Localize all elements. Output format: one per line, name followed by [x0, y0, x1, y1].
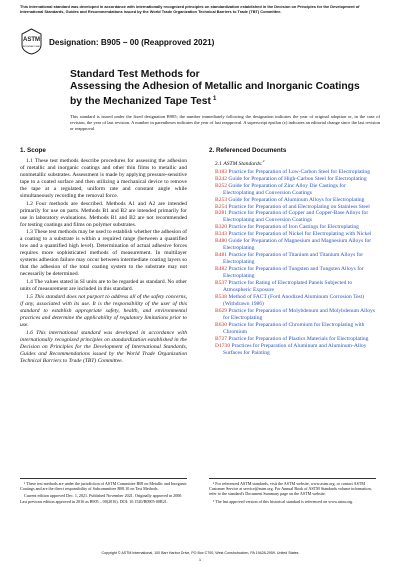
issued-note: This standard is issued under the fixed designation B905; the number immediately following the designation indicates the year of original adoption or, in the case of revision, the year of last revision. A number in parentheses indicates the year of last reapproval. A superscript epsilon (ε) indicates an editorial change since the last revision or reapproval. [70, 114, 380, 131]
title-line-2: Assessing the Adhesion of Metallic and Inorganic Coatings [70, 81, 360, 92]
scope-heading: 1. Scope [20, 147, 46, 154]
reference-title-link[interactable]: Practice for Preparation of Titanium and Titanium Alloys for Electroplating [223, 252, 364, 266]
reference-title-link[interactable]: Guide for Preparation of High-Carbon Steel for Electroplating [228, 175, 367, 182]
scope-para-1-4: 1.4 The values stated in SI units are to be regarded as standard. No other units of measurement are included in this standard. [20, 279, 187, 293]
reference-code-link[interactable]: B242 [215, 175, 228, 182]
reference-code-link[interactable]: B482 [215, 266, 228, 273]
reference-item [215, 238, 376, 252]
scope-para-1-1: 1.1 These test methods describe procedures for assessing the adhesion of metallic and inorganic coatings and other thin films to metallic and nonmetallic substrates. Assessment is made by applying pressure-sensitive tape to a coated surface and then utilizing a mechanical device to remove the tape at a regulated, uniform rate and constant angle while simultaneously recording the removal force. [20, 157, 187, 199]
reference-code-link[interactable]: B253 [215, 196, 228, 203]
reference-item [215, 294, 376, 308]
reference-title-link[interactable]: Practice for Rating of Electroplated Panels Subjected to Atmospheric Exposure [223, 280, 353, 293]
reference-item [215, 266, 376, 280]
title-line-3: by the Mechanized Tape Test [70, 96, 211, 107]
references-intro [215, 158, 376, 168]
scope-para-1-2: 1.2 Four methods are described. Methods A1 and A2 are intended primarily for use on parts. Methods B1 and B2 are intended primarily for use in laboratory evaluations. Methods B1 and B2 are not recommended for testing coatings and films on polymer substrates. [20, 200, 187, 228]
reference-code-link[interactable]: B629 [215, 307, 228, 314]
footnote-1-edition: Current edition approved Dec. 1, 2021. Published November 2021. Originally approved in 2000. Last previous edition approved in 2016 as B905 – 00(2016). DOI: 10.1520/B0905-00R21. [20, 493, 183, 504]
footnote-3: ³ The last approved version of this historical standard is referenced on www.astm.org. [213, 498, 354, 504]
references-intro-num: 2.1 [215, 160, 222, 167]
copyright: Copyright © ASTM International, 100 Barr Harbor Drive, PO Box C700, West Conshohocken, PA 19428-2959. United States [101, 551, 299, 555]
reference-title-link[interactable]: Practice for Preparation of Nickel for Electroplating with Nickel [228, 231, 372, 238]
designation: Designation: B905 − 00 (Reapproved 2021) [49, 38, 215, 47]
reference-code-link[interactable]: B320 [215, 224, 228, 231]
reference-code-link[interactable]: B538 [215, 293, 228, 300]
astm-logo [20, 28, 43, 55]
reference-item [215, 322, 376, 336]
reference-item [215, 336, 376, 343]
reference-item [215, 169, 376, 176]
footnote-1: ¹ These test methods are under the jurisdiction of ASTM Committee B08 on Metallic and Inorganic Coatings and are the direct responsibility of Subcommittee B08.10 on Test Methods. [20, 481, 187, 492]
reference-title-link[interactable]: Guide for Preparation of Aluminum Alloys for Electroplating [228, 196, 365, 203]
reference-code-link[interactable]: B343 [215, 231, 228, 238]
reference-title-link[interactable]: Practice for Preparation of Iron Castings for Electroplating [228, 224, 359, 231]
reference-item [215, 176, 376, 183]
reference-code-link[interactable]: B481 [215, 252, 228, 259]
document-title [70, 69, 380, 108]
reference-title-link[interactable]: Practice for Preparation of Chromium for Electroplating with Chromium [223, 321, 365, 335]
reference-list [209, 169, 376, 357]
scope-para-1-3: 1.3 These test methods may be used to establish whether the adhesion of a coating to a substrate is within a required range (between a quantified low and a quantified high level). Determination of actual adhesive forces requires more sophisticated methods of measurement. In multilayer systems adhesion failure may occur between intermediate coating layers so that the adhesion of the total coating system to the substrate may not necessarily be determined. [20, 229, 187, 278]
title-line-1: Standard Test Methods for [70, 69, 200, 80]
reference-code-link[interactable]: B254 [215, 203, 228, 210]
reference-title-link[interactable]: Method of FACT (Ford Anodized Aluminum Corrosion Test) (Withdrawn 1986) [223, 293, 365, 307]
references-heading: 2. Referenced Documents [209, 147, 287, 154]
title-line-3-wrapper [70, 93, 380, 108]
title-footnote-mark: 1 [212, 96, 217, 102]
scope-para-1-5: 1.5 This standard does not purport to address all of the safety concerns, if any, associated with its use. It is the responsibility of the user of this standard to establish appropriate safety, health, and environmental practices and determine the applicability of regulatory limitations prior to use. [20, 294, 187, 328]
reference-title-link[interactable]: Practice for Preparation of Tungsten and Tungsten Alloys for Electroplating [223, 266, 364, 280]
reference-item [215, 197, 376, 204]
reference-code-link[interactable]: B630 [215, 321, 228, 328]
reference-title-link[interactable]: Guide for Preparation of Zinc Alloy Die Castings for Electroplating and Conversion Coatings [223, 182, 346, 196]
reference-title-link[interactable]: Practice for Preparation of Molybdenum and Molybdenum Alloys for Electroplating [223, 307, 375, 321]
reference-title-link[interactable]: Practices for Preparation of Aluminum and Aluminum-Alloy Surfaces for Painting [223, 342, 367, 356]
logo-text: INTERNATIONAL [22, 46, 41, 48]
reference-code-link[interactable]: B281 [215, 210, 228, 217]
reference-title-link[interactable]: Practice for Preparation of and Electroplating on Stainless Steel [228, 203, 370, 210]
reference-title-link[interactable]: Practice for Preparation of Plastics Materials for Electroplating [228, 335, 369, 342]
scope-column [20, 148, 187, 366]
reference-item [215, 210, 376, 224]
footnotes-right [209, 478, 376, 506]
scope-para-1-6: 1.6 This international standard was developed in accordance with internationally recognized principles on standardization established in the Decision on Principles for the Development of International Standards, Guides and Recommendations issued by the World Trade Organization Technical Barriers to Trade (TBT) Committee. [20, 329, 187, 364]
svg-text:ASTM: ASTM [23, 37, 40, 43]
reference-item [215, 308, 376, 322]
reference-item [215, 343, 376, 357]
page-number: 1 [198, 557, 202, 562]
reference-title-link[interactable]: Practice for Preparation of Low-Carbon Steel for Electroplating [228, 168, 370, 175]
reference-title-link[interactable]: Guide for Preparation of Magnesium and Magnesium Alloys for Electroplating [223, 238, 372, 252]
footnotes-left [20, 478, 187, 506]
references-intro-sup: 2 [262, 158, 265, 163]
footnote-2: ² For referenced ASTM standards, visit the ASTM website, www.astm.org, or contact ASTM Customer Service at service@astm.org. For Annual Book of ASTM Standards volume information, refer to the standard's Document Summary page on the ASTM website. [209, 481, 372, 497]
reference-code-link[interactable]: D1730 [215, 342, 231, 349]
reference-code-link[interactable]: B537 [215, 280, 228, 286]
reference-code-link[interactable]: B183 [215, 168, 228, 175]
tbt-notice: This international standard was developed in accordance with internationally recognized principles on standardization established in the Decision on Principles for the Development of International Standards, Guides and Recommendations issued by the World Trade Organization Technical Barriers to Trade (TBT) Committee. [20, 4, 360, 14]
references-column [209, 148, 376, 356]
reference-item [215, 252, 376, 266]
reference-item [215, 280, 376, 294]
reference-code-link[interactable]: B727 [215, 335, 228, 342]
reference-title-link[interactable]: Practice for Preparation of Copper and Copper-Base Alloys for Electroplating and Conversion Coatings [223, 210, 369, 224]
reference-code-link[interactable]: B252 [215, 182, 228, 189]
reference-item [215, 183, 376, 197]
reference-code-link[interactable]: B480 [215, 238, 228, 245]
references-intro-text: ASTM Standards: [223, 160, 263, 167]
